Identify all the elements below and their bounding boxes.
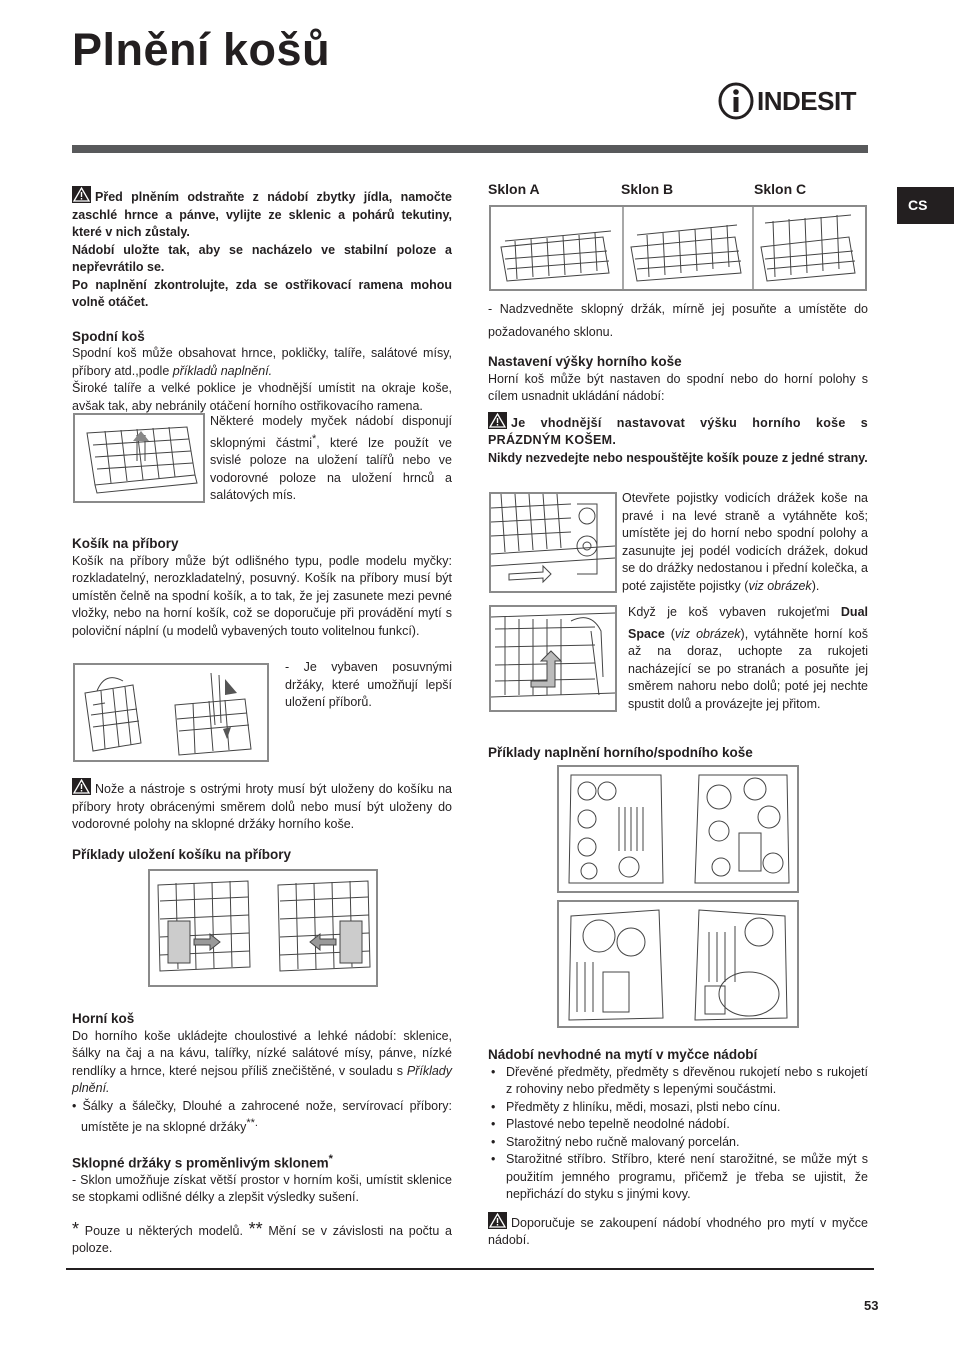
tilt-note: - Nadzvedněte sklopný držák, mírně jej posuňte a umístěte do požadovaného sklonu. xyxy=(488,302,868,339)
cutlery-placement-illustration xyxy=(150,871,376,985)
lower-basket-loading-illustration xyxy=(559,902,797,1026)
left-column xyxy=(72,186,452,415)
nevhodne-list xyxy=(488,1064,868,1204)
basket-illustration xyxy=(75,415,203,501)
nastaveni-warning-2: Nikdy nezvedejte nebo nespouštějte košík pouze z jedné strany. xyxy=(488,450,868,465)
horni-paragraph-2: • Šálky a šálečky, Dlouhé a zahrocené nože, servírovací příbory: umístěte je na sklopné držáky**. xyxy=(72,1098,452,1135)
warning-icon xyxy=(488,1212,507,1229)
brand-name: INDESIT xyxy=(757,86,857,116)
priklady-kosik-section xyxy=(72,846,452,864)
tilt-angle-illustration xyxy=(491,207,865,289)
noze-warning: Nože a nástroje s ostrými hroty musí být uloženy do košíku na příbory hroty obrácenými směrem dolů nebo musí být uloženy do vodorovné polohy na sklopné držáky horního koše. xyxy=(72,778,452,834)
language-tab: CS xyxy=(897,187,954,224)
kosik-slider-note: - Je vybaven posuvnými držáky, které umožňují lepší uložení příborů. xyxy=(285,660,452,709)
nevhodne-section xyxy=(488,1046,868,1250)
label-sklon-c: Sklon C xyxy=(754,181,807,197)
intro-spray-arms: Po naplnění zkontrolujte, zda se ostřikovací ramena mohou volně otáčet. xyxy=(72,277,452,309)
cutlery-placement-figure xyxy=(148,869,378,987)
spodni-paragraph-3: Některé modely myček nádobí disponují sklopnými částmi*, které lze použít ve svislé poloze na uložení talířů nebo ve vodorovné poloze na uložení hrnců a salátových mís. xyxy=(210,414,452,503)
list-item: • Plastové nebo tepelně neodolné nádobí. xyxy=(488,1116,868,1134)
list-item: • Starožitný nebo ručně malovaný porcelán. xyxy=(488,1134,868,1152)
page-number: 53 xyxy=(864,1298,879,1313)
nastaveni-warning: Je vhodnější nastavovat výšku horního koše s PRÁZDNÝM KOŠEM. xyxy=(488,412,868,450)
list-item: • Dřevěné předměty, předměty s dřevěnou rukojetí nebo s rukojetí z rohoviny nebo předměty s lepenými součástmi. xyxy=(488,1064,868,1099)
indesit-logo-icon xyxy=(717,82,755,120)
section-title-priklady-kosik: Příklady uložení košíku na příbory xyxy=(72,847,292,862)
section-title-spodni-kos: Spodní koš xyxy=(72,328,145,344)
nastaveni-section xyxy=(488,353,868,467)
priklady-section xyxy=(488,744,868,762)
list-item: • Starožitné stříbro. Stříbro, které není starožitné, se může mýt s použitím jemného programu, přičemž je třeba se ujistit, že nepřichází do styku s jinými kovy. xyxy=(488,1151,868,1204)
dual-space-paragraph: Když je koš vybaven rukojeťmi Dual Space (viz obrázek), vytáhněte horní koš až na doraz, uchopte za rukojeti nacházející se po stranách a posuňte jej směrem nahoru nebo dolů; poté jej nechte spustit dolů a provázejte jej přitom. xyxy=(628,605,868,711)
label-sklon-a: Sklon A xyxy=(488,181,540,197)
section-title-kosik: Košík na příbory xyxy=(72,536,179,551)
label-sklon-b: Sklon B xyxy=(621,181,674,197)
sklopne-paragraph: - Sklon umožňuje získat větší prostor v horním koši, umístit sklenice se stopkami odlišné délky a zlepšit výsledky sušení. xyxy=(72,1172,452,1205)
kosik-paragraph: Košík na příbory může být odlišného typu, podle modelu myčky: rozkladatelný, nerozkladatelný, posuvný. Košík na příbory musí být umístěn čelně na spodní košík, a to tak, že jej zasunete mezi pevné vložky, nebo na horní košík, což se doporučuje při provádění mytí s poloviční náplní (u modelů vybavených touto volitelnou funkcí). xyxy=(72,553,452,638)
basket-rail-illustration xyxy=(491,494,615,591)
warning-icon xyxy=(488,412,507,429)
tilt-angle-figure xyxy=(489,205,867,291)
lower-basket-loading-figure xyxy=(557,900,799,1028)
kosik-section xyxy=(72,535,452,640)
section-title-nevhodne: Nádobí nevhodné na mytí v myčce nádobí xyxy=(488,1047,758,1062)
footer-rule xyxy=(66,1268,874,1270)
brand-logo xyxy=(717,82,869,122)
list-item: • Předměty z hliníku, mědi, mosazi, plsti nebo cínu. xyxy=(488,1099,868,1117)
dual-space-figure xyxy=(489,605,617,712)
dual-space-illustration xyxy=(491,607,615,710)
warning-icon xyxy=(72,778,91,795)
horni-paragraph-1: Do horního koše ukládejte choulostivé a lehké nádobí: sklenice, šálky na čaj a na kávu, talířky, nízké salátové mísy, pánve, nízké rendlíky a hrnce, které nejsou příliš znečištěné, v souladu s Příklady plnění. xyxy=(72,1028,452,1095)
basket-rail-figure xyxy=(489,492,617,593)
otevrete-paragraph: Otevřete pojistky vodicích drážek koše na pravé i na levé straně a vytáhněte koš; umístěte jej do horní nebo spodní polohy a zasunujte jej podél vodicích drážek, dokud se do drážky nedostanou i přední kolečka, a poté zajistěte pojistky (viz obrázek). xyxy=(622,491,868,593)
section-title-priklady-naplneni: Příklady naplnění horního/spodního koše xyxy=(488,745,753,760)
upper-basket-loading-figure xyxy=(557,765,799,893)
spodni-paragraph-2: Široké talíře a velké poklice je vhodnější umístit na okraje koše, avšak tak, aby nebránily otáčení horního ostřikovacího ramena. xyxy=(72,381,452,413)
header-rule xyxy=(72,145,868,153)
doporucuje-note: Doporučuje se zakoupení nádobí vhodného pro mytí v myčce nádobí. xyxy=(488,1212,868,1250)
cutlery-basket-illustration xyxy=(75,665,267,760)
warning-icon xyxy=(72,186,91,203)
footnotes: * Pouze u některých modelů. ** Mění se v závislosti na počtu a poloze. xyxy=(72,1218,452,1256)
section-title-sklopne: Sklopné držáky s proměnlivým sklonem* xyxy=(72,1152,333,1171)
page-title: Plnění košů xyxy=(72,24,331,75)
section-title-horni-kos: Horní koš xyxy=(72,1011,135,1026)
spodni-paragraph-1: Spodní koš může obsahovat hrnce, pokličky, talíře, salátové mísy, příbory atd.,podle příkladů naplnění. xyxy=(72,346,452,378)
section-title-nastaveni: Nastavení výšky horního koše xyxy=(488,354,682,369)
cutlery-basket-figure xyxy=(73,663,269,762)
intro-warning: Před plněním odstraňte z nádobí zbytky jídla, namočte zaschlé hrnce a pánve, vylijte ze sklenic a pohárů tekutiny, které v nich zůstaly. xyxy=(72,186,452,242)
upper-basket-loading-illustration xyxy=(559,767,797,891)
intro-stability: Nádobí uložte tak, aby se nacházelo ve stabilní poloze a nepřevrátilo se. xyxy=(72,242,452,274)
nastaveni-paragraph: Horní koš může být nastaven do spodní nebo do horní polohy s cílem usnadnit ukládání nádobí: xyxy=(488,371,868,403)
horni-section xyxy=(72,1010,452,1258)
lower-basket-figure xyxy=(73,413,205,503)
